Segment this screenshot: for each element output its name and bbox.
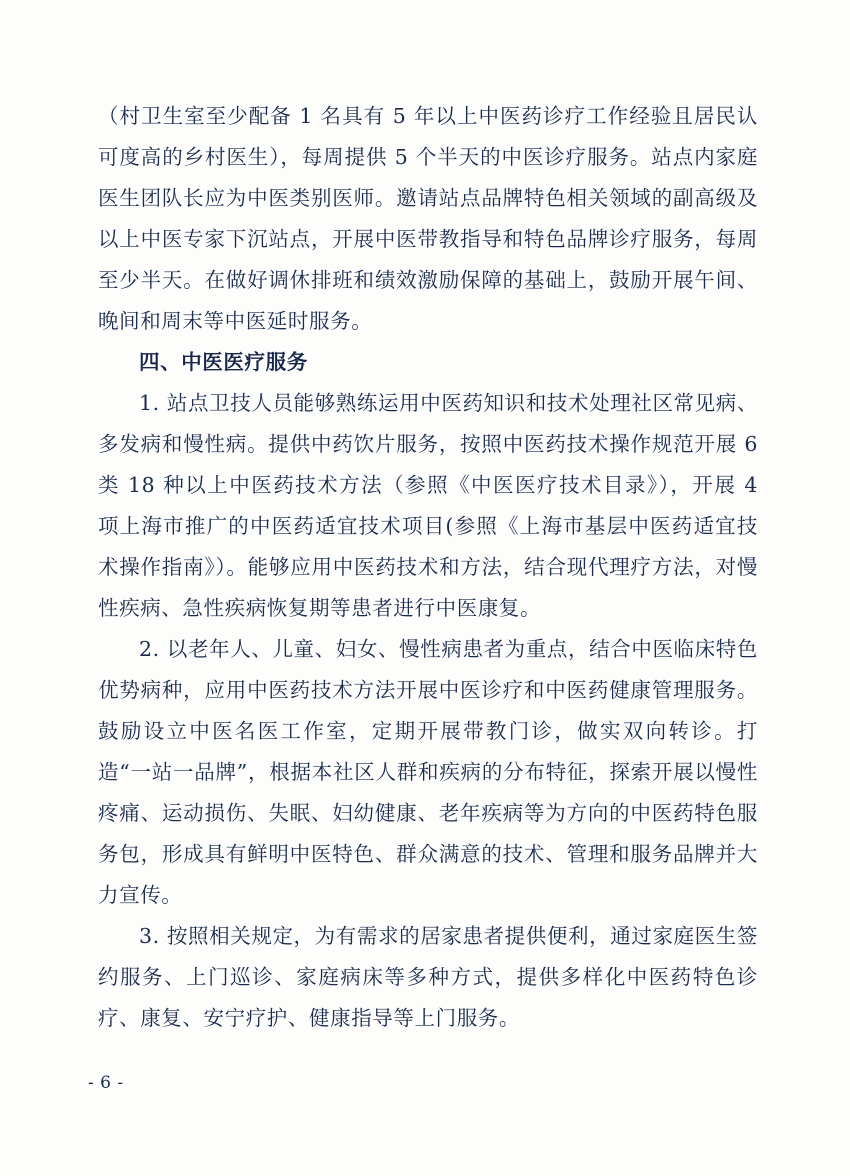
page-number: - 6 - <box>88 1073 124 1093</box>
document-body <box>98 96 758 1039</box>
paragraph-item-3: 3. 按照相关规定，为有需求的居家患者提供便利，通过家庭医生签约服务、上门巡诊、家庭病床等多种方式，提供多样化中医药特色诊疗、康复、安宁疗护、健康指导等上门服务。 <box>98 924 758 1030</box>
section-heading-tcm-medical-service: 四、中医医疗服务 <box>139 350 308 374</box>
paragraph-continued: （村卫生室至少配备 1 名具有 5 年以上中医药诊疗工作经验且居民认可度高的乡村医生），每周提供 5 个半天的中医诊疗服务。站点内家庭医生团队长应为中医类别医师。邀请站点品牌特色相关领域的副高级及以上中医专家下沉站点，开展中医带教指导和特色品牌诊疗服务，每周至少半天。在做好调休排班和绩效激励保障的基础上，鼓励开展午间、晚间和周末等中医延时服务。 <box>98 104 758 333</box>
paragraph-item-1: 1. 站点卫技人员能够熟练运用中医药知识和技术处理社区常见病、多发病和慢性病。提供中药饮片服务，按照中医药技术操作规范开展 6 类 18 种以上中医药技术方法（参照《中医医疗技术目录》），开展 4 项上海市推广的中医药适宜技术项目(参照《上海市基层中医药适宜技术操作指南》）。能够应用中医药技术和方法，结合现代理疗方法，对慢性疾病、急性疾病恢复期等患者进行中医康复。 <box>98 391 758 620</box>
paragraph-item-2: 2. 以老年人、儿童、妇女、慢性病患者为重点，结合中医临床特色优势病种，应用中医药技术方法开展中医诊疗和中医药健康管理服务。鼓励设立中医名医工作室，定期开展带教门诊，做实双向转诊。打造“一站一品牌”，根据本社区人群和疾病的分布特征，探索开展以慢性疼痛、运动损伤、失眠、妇幼健康、老年疾病等为方向的中医药特色服务包，形成具有鲜明中医特色、群众满意的技术、管理和服务品牌并大力宣传。 <box>98 637 758 907</box>
